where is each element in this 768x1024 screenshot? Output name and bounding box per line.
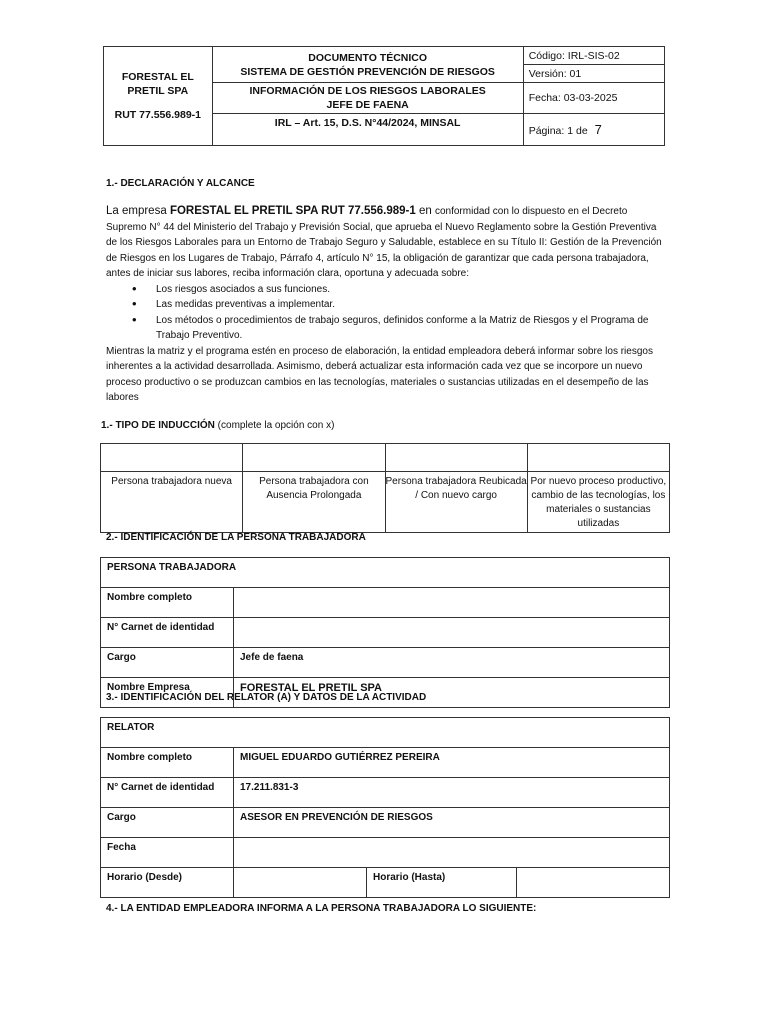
company-rut: RUT 77.556.989-1 bbox=[114, 109, 201, 121]
intro-text: conformidad con lo dispuesto en el Decreto Supremo N° 44 del Ministerio del Trabajo y Previsión Social, que aprueba el Nuevo Reglamento sobre la Gestión Preventiva de los Riesgos Laborales para un Entorno de Trabajo Seguro y Saludable, establece en su Título II: Gestión de la Prevención de Riesgos en los Lugares de Trabajo, Párrafo 4, artículo N° 15, la obligación de garantizar que cada persona trabajadora, antes de iniciar sus labores, reciba información clara, oportuna y adecuada sobre: bbox=[106, 206, 662, 279]
obligation-list bbox=[106, 282, 666, 344]
induction-title-text: 1.- TIPO DE INDUCCIÓN bbox=[101, 420, 215, 431]
document-subject: INFORMACIÓN DE LOS RIESGOS LABORALES bbox=[249, 84, 486, 97]
section-3-title: 3.- IDENTIFICACIÓN DEL RELATOR (A) Y DATOS DE LA ACTIVIDAD bbox=[106, 692, 427, 703]
document-subject-cell bbox=[212, 83, 523, 113]
document-date: Fecha: 03-03-2025 bbox=[523, 83, 664, 113]
induction-option-process: Por nuevo proceso productivo, cambio de las tecnologías, los materiales o sustancias utilizadas bbox=[527, 472, 669, 533]
list-item: • Los riesgos asociados a sus funciones. bbox=[156, 282, 666, 298]
induction-checkbox-process[interactable] bbox=[527, 444, 669, 472]
induction-type-table bbox=[100, 443, 670, 533]
page-label: Página: 1 de bbox=[528, 124, 588, 137]
company-cell bbox=[104, 47, 213, 146]
worker-id-label: N° Carnet de identidad bbox=[101, 618, 234, 648]
declaration-body bbox=[106, 204, 666, 406]
company-name: FORESTAL EL PRETIL SPA bbox=[121, 71, 194, 97]
schedule-from-label: Horario (Desde) bbox=[101, 868, 234, 898]
instructor-id-label: N° Carnet de identidad bbox=[101, 778, 234, 808]
worker-id-field[interactable] bbox=[234, 618, 670, 648]
activity-date-label: Fecha bbox=[101, 838, 234, 868]
instructor-table bbox=[100, 717, 670, 898]
document-type: DOCUMENTO TÉCNICO bbox=[308, 51, 428, 64]
induction-option-new: Persona trabajadora nueva bbox=[101, 472, 243, 533]
document-version: Versión: 01 bbox=[523, 65, 664, 83]
instructor-name-label: Nombre completo bbox=[101, 748, 234, 778]
legal-reference: IRL – Art. 15, D.S. N°44/2024, MINSAL bbox=[212, 113, 523, 145]
page-total: 7 bbox=[594, 121, 602, 137]
worker-role-field[interactable]: Jefe de faena bbox=[234, 648, 670, 678]
instructor-table-header: RELATOR bbox=[101, 718, 670, 748]
induction-option-absence: Persona trabajadora con Ausencia Prolongada bbox=[243, 472, 385, 533]
declaration-closing: Mientras la matriz y el programa estén en proceso de elaboración, la entidad empleadora deberá informar sobre los riesgos inherentes a la actividad desarrollada. Asimismo, deberá actualizar esta información cada vez que se incorpore un nuevo proceso productivo o se produzcan cambios en las tecnologías, materiales o sustancias utilizadas en el desempeño de las labores bbox=[106, 345, 653, 403]
document-role: JEFE DE FAENA bbox=[326, 98, 409, 111]
worker-company-field[interactable]: FORESTAL EL PRETIL SPA bbox=[234, 678, 670, 708]
document-title-cell bbox=[212, 47, 523, 83]
induction-checkbox-relocated[interactable] bbox=[385, 444, 527, 472]
list-item: • Los métodos o procedimientos de trabajo seguros, definidos conforme a la Matriz de Riesgos y el Programa de Trabajo Preventivo. bbox=[156, 313, 666, 344]
induction-option-relocated: Persona trabajadora Reubicada / Con nuevo cargo bbox=[385, 472, 527, 533]
worker-company-label: Nombre Empresa bbox=[101, 678, 234, 708]
intro-connector: en bbox=[415, 205, 435, 217]
document-header bbox=[103, 46, 665, 146]
activity-date-field[interactable] bbox=[234, 838, 670, 868]
list-item: • Las medidas preventivas a implementar. bbox=[156, 297, 666, 313]
induction-checkbox-absence[interactable] bbox=[243, 444, 385, 472]
worker-table-header: PERSONA TRABAJADORA bbox=[101, 558, 670, 588]
induction-title bbox=[101, 420, 334, 431]
intro-prefix: La empresa bbox=[106, 205, 170, 217]
instructor-role-label: Cargo bbox=[101, 808, 234, 838]
system-name: SISTEMA DE GESTIÓN PREVENCIÓN DE RIESGOS bbox=[240, 65, 495, 78]
induction-note: (complete la opción con x) bbox=[214, 420, 335, 431]
worker-name-label: Nombre completo bbox=[101, 588, 234, 618]
schedule-to-label: Horario (Hasta) bbox=[367, 868, 517, 898]
section-1-title: 1.- DECLARACIÓN Y ALCANCE bbox=[106, 178, 255, 189]
instructor-name-field[interactable]: MIGUEL EDUARDO GUTIÉRREZ PEREIRA bbox=[234, 748, 670, 778]
instructor-role-field[interactable]: ASESOR EN PREVENCIÓN DE RIESGOS bbox=[234, 808, 670, 838]
declaration-intro bbox=[106, 204, 666, 282]
worker-role-label: Cargo bbox=[101, 648, 234, 678]
intro-company: FORESTAL EL PRETIL SPA RUT 77.556.989-1 bbox=[169, 205, 416, 217]
worker-table bbox=[100, 557, 670, 708]
document-code: Código: IRL-SIS-02 bbox=[523, 47, 664, 65]
instructor-id-field[interactable]: 17.211.831-3 bbox=[234, 778, 670, 808]
schedule-from-field[interactable] bbox=[234, 868, 367, 898]
schedule-to-field[interactable] bbox=[517, 868, 670, 898]
section-4-title: 4.- LA ENTIDAD EMPLEADORA INFORMA A LA PERSONA TRABAJADORA LO SIGUIENTE: bbox=[106, 903, 537, 914]
page-indicator bbox=[523, 113, 664, 145]
worker-name-field[interactable] bbox=[234, 588, 670, 618]
induction-checkbox-new[interactable] bbox=[101, 444, 243, 472]
section-2-title: 2.- IDENTIFICACIÓN DE LA PERSONA TRABAJADORA bbox=[106, 532, 366, 543]
